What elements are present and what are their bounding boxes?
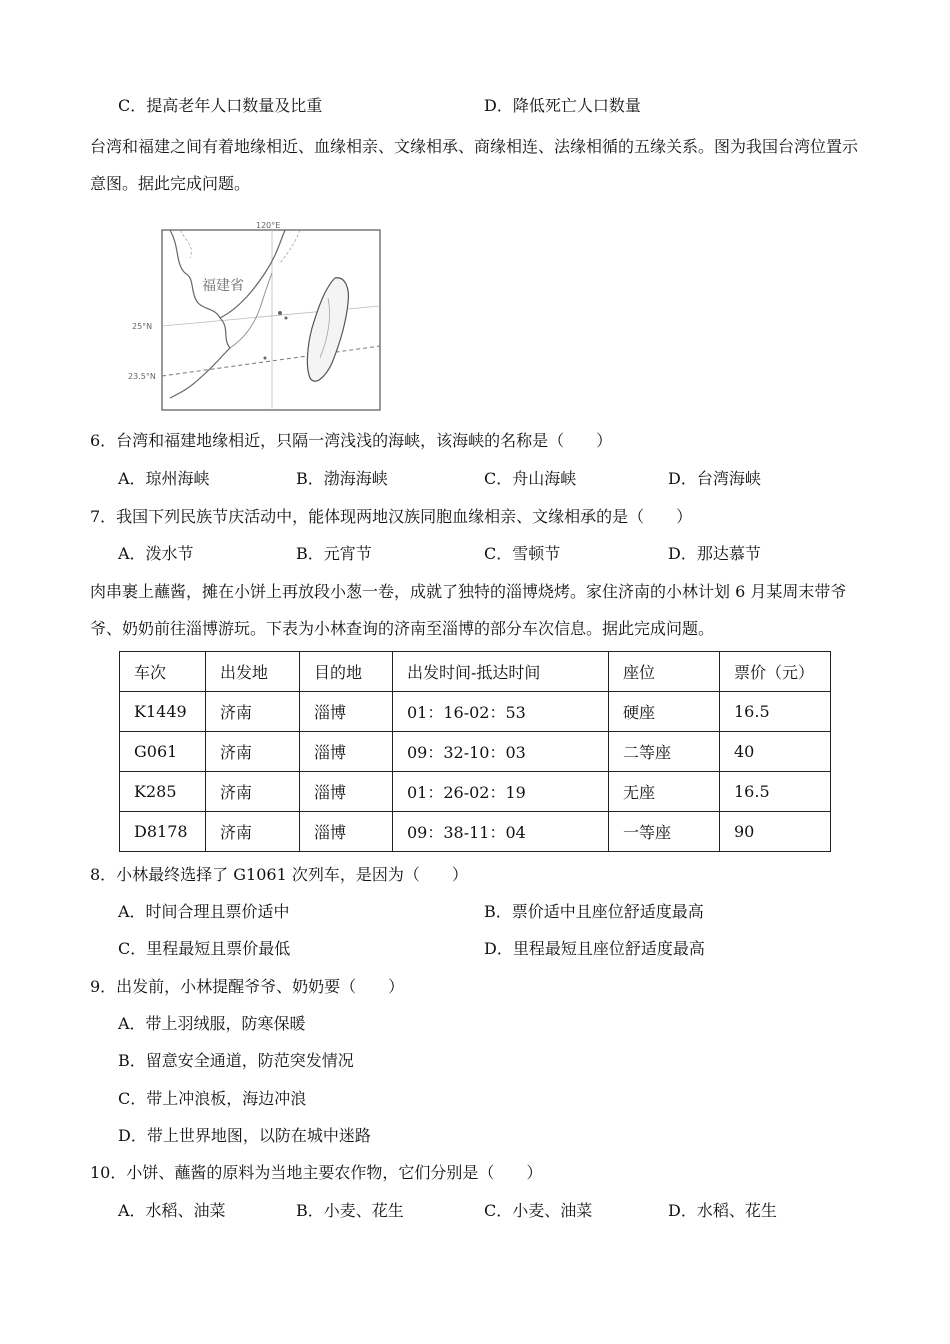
table-cell: 硬座: [609, 692, 720, 732]
q7-option-d: D．那达慕节: [668, 544, 761, 563]
table-row: [120, 772, 831, 812]
intro-zibo-bbq: 肉串裹上蘸酱，摊在小饼上再放段小葱一卷，成就了独特的淄博烧烤。家住济南的小林计划 6 月某周末带爷爷、奶奶前往淄博游玩。下表为小林查询的济南至淄博的部分车次信息。据此完成问题。: [90, 582, 847, 638]
table-cell: 90: [720, 812, 831, 852]
table-header-cell: 出发地: [206, 652, 300, 692]
q10-option-c: C．小麦、油菜: [484, 1201, 593, 1220]
table-cell: 淄博: [300, 772, 393, 812]
table-cell: 01：26-02：19: [393, 772, 609, 812]
q7-option-a: A．泼水节: [118, 544, 194, 563]
q9-option-c: C．带上冲浪板，海边冲浪: [118, 1089, 307, 1108]
intro-taiwan-fujian: 台湾和福建之间有着地缘相近、血缘相亲、文缘相承、商缘相连、法缘相循的五缘关系。图为我国台湾位置示意图。据此完成问题。: [90, 137, 859, 193]
table-cell: 济南: [206, 772, 300, 812]
q6-option-c: C．舟山海峡: [484, 469, 577, 488]
table-header-cell: 座位: [609, 652, 720, 692]
q5-option-c: C．提高老年人口数量及比重: [118, 96, 323, 115]
table-cell: 济南: [206, 732, 300, 772]
q7-stem: 7．我国下列民族节庆活动中，能体现两地汉族同胞血缘相亲、文缘相承的是（ ）: [90, 507, 693, 526]
q7-option-c: C．雪顿节: [484, 544, 561, 563]
table-cell: 淄博: [300, 732, 393, 772]
table-cell: 16.5: [720, 692, 831, 732]
q8-stem: 8．小林最终选择了 G1061 次列车，是因为（ ）: [90, 865, 468, 884]
table-cell: 淄博: [300, 692, 393, 732]
q8-option-a: A．时间合理且票价适中: [118, 902, 290, 921]
q6-stem: 6．台湾和福建地缘相近，只隔一湾浅浅的海峡，该海峡的名称是（ ）: [90, 431, 613, 450]
table-cell: D8178: [120, 812, 206, 852]
table-cell: 16.5: [720, 772, 831, 812]
table-cell: 二等座: [609, 732, 720, 772]
table-cell: 40: [720, 732, 831, 772]
map-lat2-label: 23.5°N: [128, 372, 156, 381]
q9-stem: 9．出发前，小林提醒爷爷、奶奶要（ ）: [90, 977, 405, 996]
table-cell: K285: [120, 772, 206, 812]
q5-option-d: D．降低死亡人口数量: [484, 96, 641, 115]
table-header-cell: 票价（元）: [720, 652, 831, 692]
table-cell: 济南: [206, 692, 300, 732]
table-cell: 一等座: [609, 812, 720, 852]
table-header-cell: 目的地: [300, 652, 393, 692]
table-cell: 09：38-11：04: [393, 812, 609, 852]
q9-option-b: B．留意安全通道，防范突发情况: [118, 1051, 354, 1070]
table-cell: 济南: [206, 812, 300, 852]
q6-option-b: B．渤海海峡: [296, 469, 388, 488]
table-row: [120, 732, 831, 772]
table-cell: 09：32-10：03: [393, 732, 609, 772]
q10-option-d: D．水稻、花生: [668, 1201, 777, 1220]
table-row: [120, 812, 831, 852]
table-cell: K1449: [120, 692, 206, 732]
q8-option-c: C．里程最短且票价最低: [118, 939, 291, 958]
q6-option-a: A．琼州海峡: [118, 469, 210, 488]
map-lon-label: 120°E: [256, 221, 281, 230]
table-cell: 无座: [609, 772, 720, 812]
q10-stem: 10．小饼、蘸酱的原料为当地主要农作物，它们分别是（ ）: [90, 1163, 543, 1182]
table-cell: G061: [120, 732, 206, 772]
q8-option-b: B．票价适中且座位舒适度最高: [484, 902, 704, 921]
q6-option-d: D．台湾海峡: [668, 469, 761, 488]
table-row: [120, 692, 831, 732]
q9-option-d: D．带上世界地图，以防在城中迷路: [118, 1126, 371, 1145]
table-cell: 01：16-02：53: [393, 692, 609, 732]
taiwan-location-map: [128, 218, 382, 415]
train-schedule-table: [119, 651, 831, 852]
map-province-label: 福建省: [202, 278, 244, 294]
q10-option-b: B．小麦、花生: [296, 1201, 404, 1220]
table-cell: 淄博: [300, 812, 393, 852]
map-lat1-label: 25°N: [132, 322, 153, 331]
q7-option-b: B．元宵节: [296, 544, 372, 563]
q10-option-a: A．水稻、油菜: [118, 1201, 226, 1220]
table-header-row: [120, 652, 831, 692]
q9-option-a: A．带上羽绒服，防寒保暖: [118, 1014, 306, 1033]
q8-option-d: D．里程最短且座位舒适度最高: [484, 939, 705, 958]
table-header-cell: 车次: [120, 652, 206, 692]
table-header-cell: 出发时间-抵达时间: [393, 652, 609, 692]
